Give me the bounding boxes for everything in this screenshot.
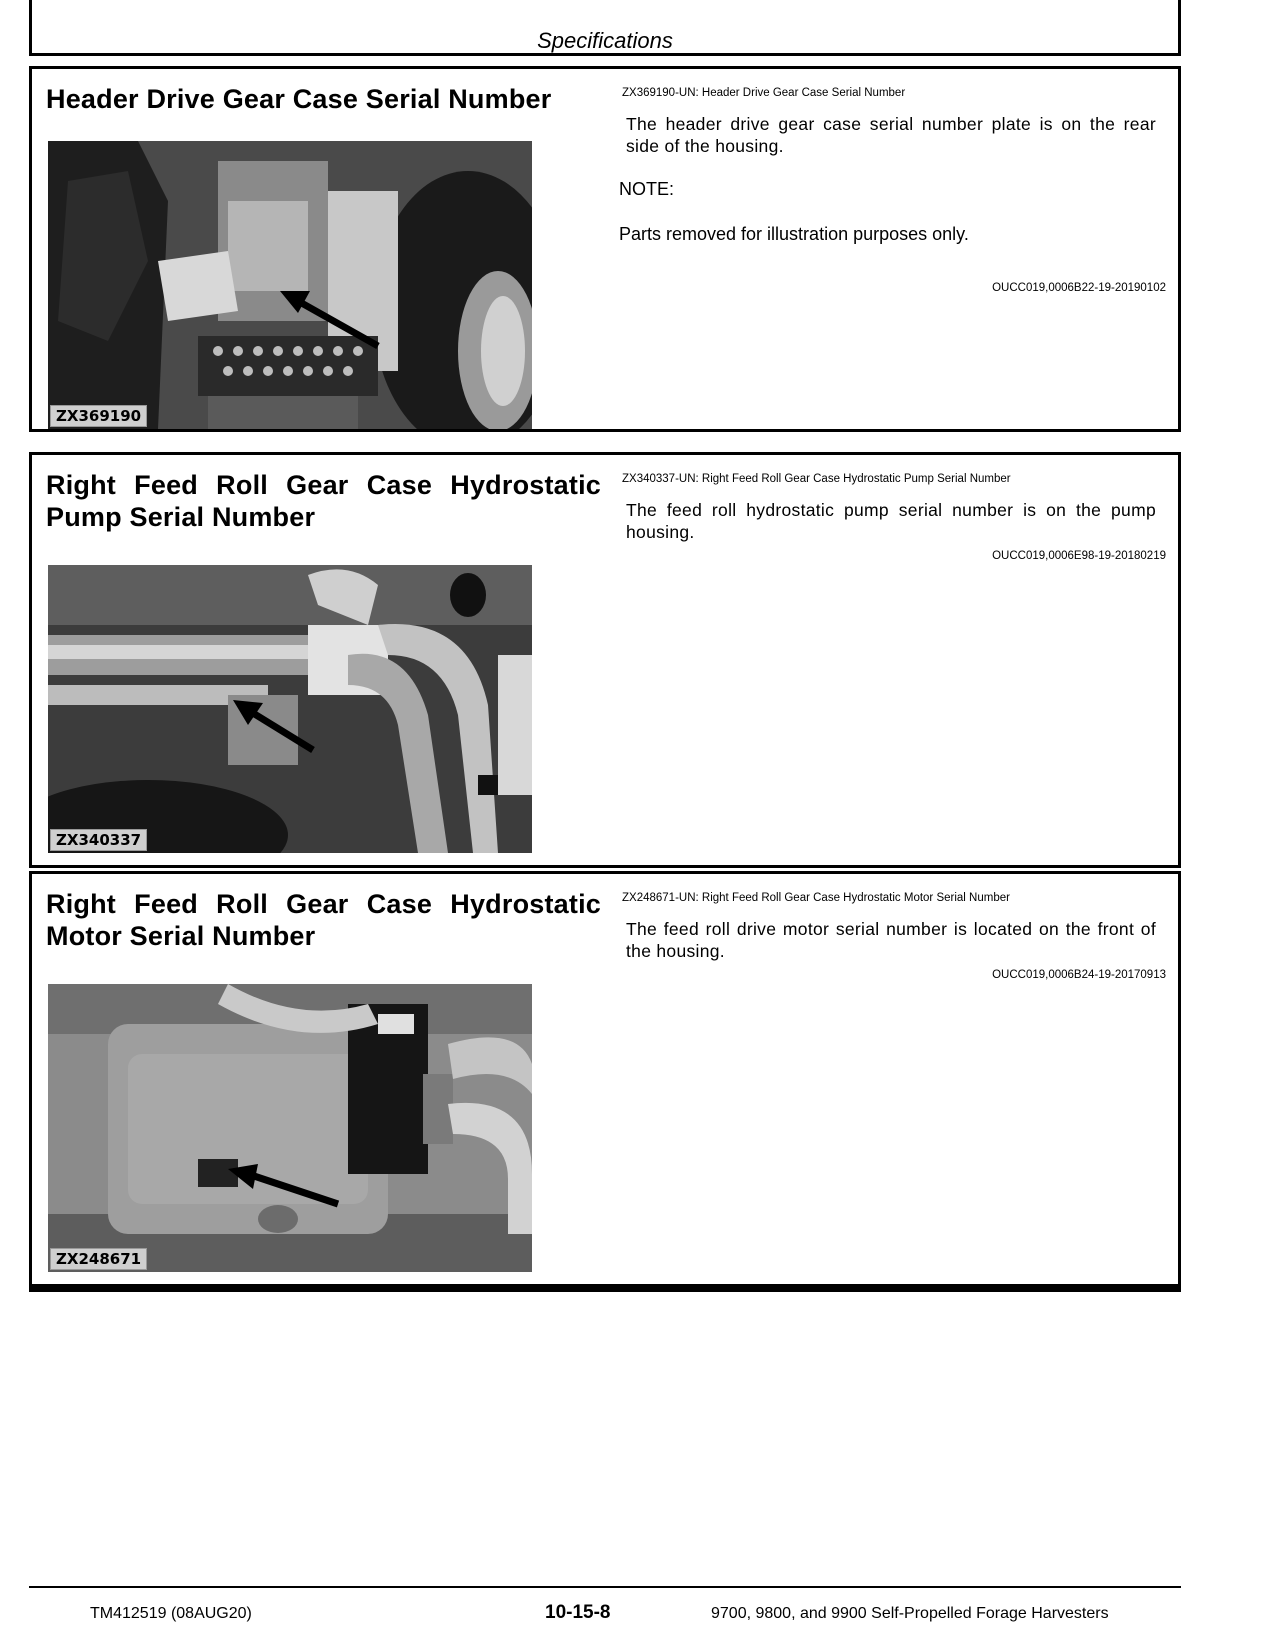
photo-label: ZX369190 (50, 405, 147, 427)
figure-caption: ZX248671-UN: Right Feed Roll Gear Case Hydrostatic Motor Serial Number (622, 892, 1010, 904)
reference-id: OUCC019,0006B24-19-20170913 (992, 969, 1166, 981)
photo-label: ZX248671 (50, 1248, 147, 1270)
page-title: Specifications (537, 28, 673, 53)
section-pump (29, 452, 1181, 868)
section-title: Header Drive Gear Case Serial Number (46, 84, 552, 114)
reference-id: OUCC019,0006B22-19-20190102 (992, 282, 1166, 294)
photo-header-drive (48, 141, 532, 429)
photo-pump (48, 565, 532, 853)
body-text: The header drive gear case serial number plate is on the rear side of the housing. (626, 114, 1156, 156)
footer-rule (29, 1586, 1181, 1588)
figure-caption: ZX340337-UN: Right Feed Roll Gear Case Hydrostatic Pump Serial Number (622, 473, 1011, 485)
note-text: Parts removed for illustration purposes only. (619, 224, 969, 244)
footer-product-title: 9700, 9800, and 9900 Self-Propelled Forage Harvesters (711, 1605, 1109, 1622)
footer-doc-id: TM412519 (08AUG20) (90, 1605, 252, 1622)
footer-page-number: 10-15-8 (545, 1602, 611, 1623)
reference-id: OUCC019,0006E98-19-20180219 (992, 550, 1166, 562)
body-text: The feed roll drive motor serial number is located on the front of the housing. (626, 919, 1156, 961)
section-header-drive (29, 66, 1181, 432)
section-motor (29, 871, 1181, 1287)
note-label: NOTE: (619, 179, 675, 199)
figure-caption: ZX369190-UN: Header Drive Gear Case Serial Number (622, 87, 906, 99)
page-header (29, 0, 1181, 56)
section-title: Right Feed Roll Gear Case Hydrostatic Pump Serial Number (46, 470, 601, 532)
body-text: The feed roll hydrostatic pump serial number is on the pump housing. (626, 500, 1156, 542)
photo-motor (48, 984, 532, 1272)
end-rule (29, 1287, 1181, 1292)
section-title: Right Feed Roll Gear Case Hydrostatic Motor Serial Number (46, 889, 601, 951)
photo-label: ZX340337 (50, 829, 147, 851)
